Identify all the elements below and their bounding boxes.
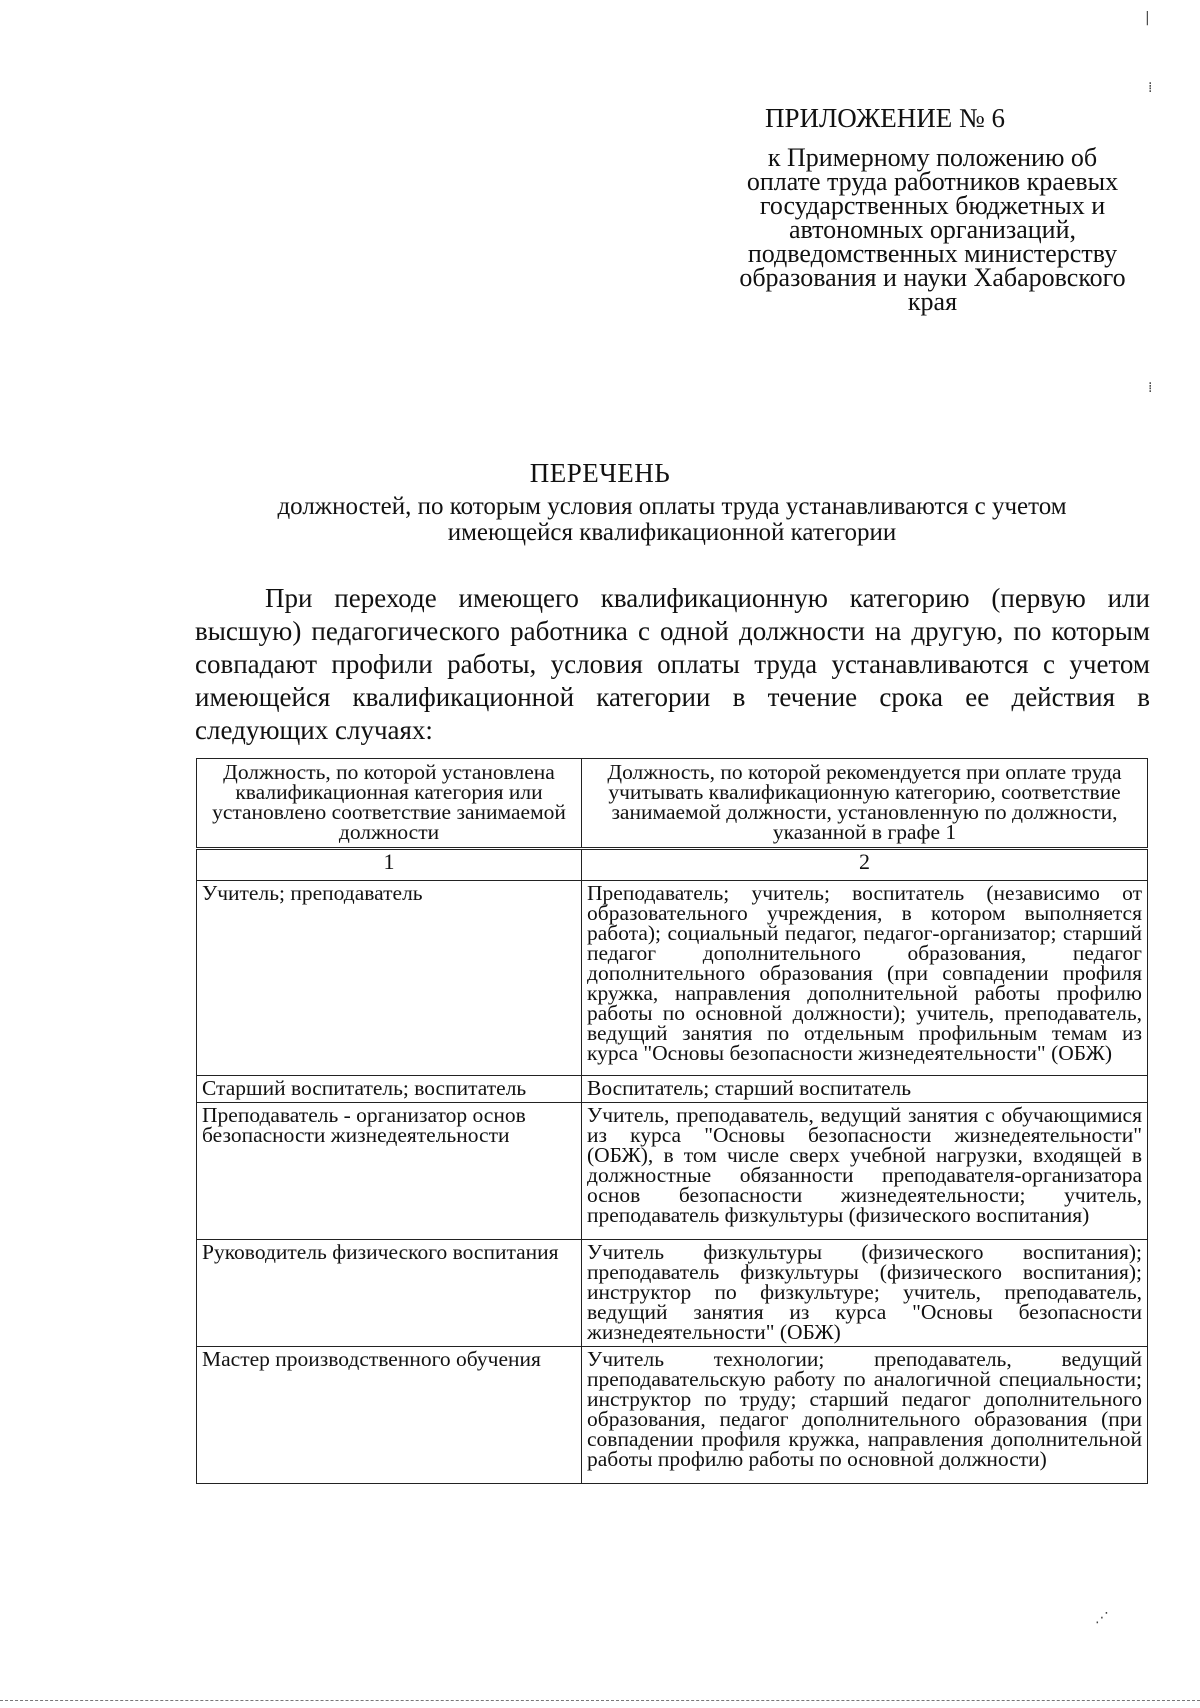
table-header-col1: Должность, по которой установлена квалификационная категория или установлено соответствие занимаемой должности bbox=[197, 759, 582, 849]
table-header-col2: Должность, по которой рекомендуется при оплате труда учитывать квалификационную категорию, соответствие занимаемой должности, установленную по должности, указанной в графе 1 bbox=[582, 759, 1148, 849]
row-recommended-positions: Учитель, преподаватель, ведущий занятия с обучающимися из курса "Основы безопасности жизнедеятельности" (ОБЖ), в том числе сверх учебной нагрузки, входящей в должностные обязанности преподавателя-организатора основ безопасности жизнедеятельности; учитель, преподаватель физкультуры (физического воспитания) bbox=[582, 1103, 1148, 1240]
table-header-row bbox=[197, 759, 1148, 849]
appendix-title: ПРИЛОЖЕНИЕ № 6 bbox=[764, 103, 1006, 133]
appendix-block bbox=[739, 103, 1160, 316]
row-position: Старший воспитатель; воспитатель bbox=[197, 1076, 582, 1103]
appendix-text: к Примерному положению об оплате труда работников краевых государственных бюджетных и автономных организаций, подведомственных министерству образования и науки Хабаровского края bbox=[739, 143, 1126, 316]
row-position: Мастер производственного обучения bbox=[197, 1347, 582, 1484]
list-subtitle: должностей, по которым условия оплаты труда устанавливаются с учетом имеющейся квалификационной категории bbox=[277, 493, 1067, 546]
table-row bbox=[197, 1240, 1148, 1347]
row-position: Руководитель физического воспитания bbox=[197, 1240, 582, 1347]
row-position: Учитель; преподаватель bbox=[197, 881, 582, 1076]
table-row bbox=[197, 1076, 1148, 1103]
positions-table bbox=[196, 758, 1148, 1484]
table-row bbox=[197, 1347, 1148, 1484]
row-recommended-positions: Учитель физкультуры (физического воспитания); преподаватель физкультуры (физического воспитания); инструктор по физкультуре; учитель, преподаватель, ведущий занятия из курса "Основы безопасности жизнедеятельности" (ОБЖ) bbox=[582, 1240, 1148, 1347]
table-row bbox=[197, 1103, 1148, 1240]
row-recommended-positions: Учитель технологии; преподаватель, ведущий преподавательскую работу по аналогичной специальности; инструктор по труду; старший педагог дополнительного образования, педагог дополнительного образования (при совпадении профиля кружка, направления дополнительной работы профилю работы по основной должности) bbox=[582, 1347, 1148, 1484]
column-number-1: 1 bbox=[197, 849, 582, 881]
table-row bbox=[197, 881, 1148, 1076]
column-number-2: 2 bbox=[582, 849, 1148, 881]
intro-paragraph: При переходе имеющего квалификационную категорию (первую или высшую) педагогического работника с одной должности на другую, по которым совпадают профили работы, условия оплаты труда устанавливаются с учетом имеющейся квалификационной категории в течение срока ее действия в следующих случаях: bbox=[195, 583, 1150, 745]
row-position: Преподаватель - организатор основ безопасности жизнедеятельности bbox=[197, 1103, 582, 1240]
row-recommended-positions: Преподаватель; учитель; воспитатель (независимо от образовательного учреждения, в котором выполняется работа); социальный педагог, педагог-организатор; старший педагог дополнительного образования, педагог дополнительного образования (при совпадении профиля кружка, направления дополнительной работы профилю работы по основной должности); учитель, преподаватель, ведущий занятия по отдельным профильным темам из курса "Основы безопасности жизнедеятельности" (ОБЖ) bbox=[582, 881, 1148, 1076]
scan-artifact-right-edge: ⁞ bbox=[1148, 380, 1153, 396]
scan-artifact-right-edge: ⁞ bbox=[1148, 80, 1153, 96]
column-numbers-row bbox=[197, 849, 1148, 881]
scan-artifact-bottom-right: ⋰ bbox=[1095, 1610, 1109, 1626]
scan-edge-line bbox=[0, 1700, 1200, 1701]
scan-artifact-right-edge: | bbox=[1145, 10, 1150, 26]
row-recommended-positions: Воспитатель; старший воспитатель bbox=[582, 1076, 1148, 1103]
list-title: ПЕРЕЧЕНЬ bbox=[529, 458, 671, 488]
